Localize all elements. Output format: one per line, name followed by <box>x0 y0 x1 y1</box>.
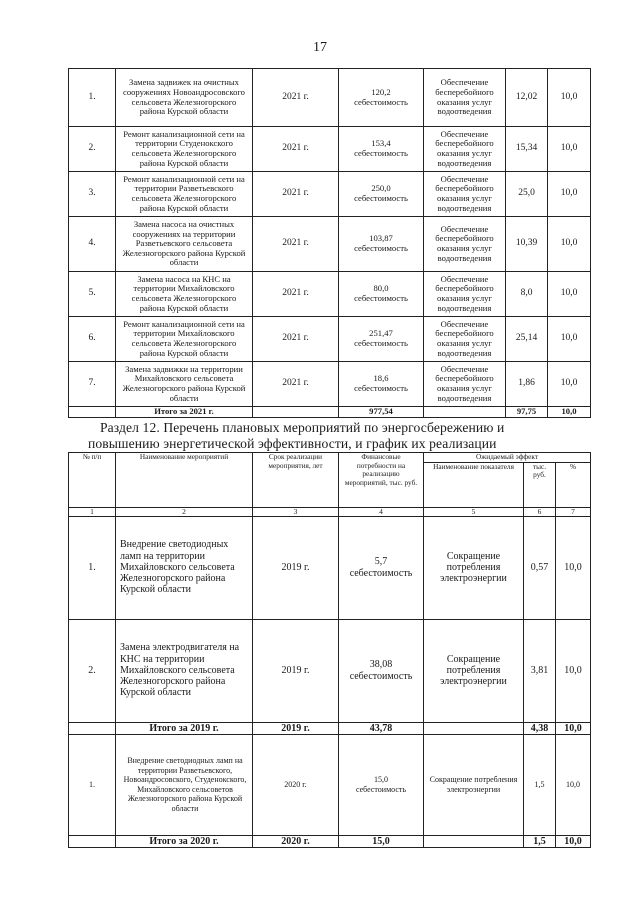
effect-indicator: Обеспечение бесперебойного оказания услуг водоотведения <box>424 317 506 362</box>
effect-amount: 10,39 <box>506 217 548 272</box>
table-row <box>69 516 591 619</box>
total-row <box>69 835 591 847</box>
section-title-line1: Раздел 12. Перечень плановых мероприятий по энергосбережению и <box>100 420 505 435</box>
total-amount: 4,38 <box>524 722 556 734</box>
effect-amount: 0,57 <box>524 516 556 619</box>
measure-name: Ремонт канализационной сети на территории Михайловского сельсовета Железногорского района Курской области <box>116 317 253 362</box>
cost-basis: себестоимость <box>354 383 408 393</box>
column-index: 6 <box>524 507 556 516</box>
cost-basis: себестоимость <box>349 670 413 682</box>
effect-amount: 25,0 <box>506 172 548 217</box>
section-12-title <box>88 420 600 452</box>
row-number: 1. <box>69 69 116 127</box>
implementation-year: 2021 г. <box>253 317 339 362</box>
table-row <box>69 734 591 835</box>
effect-amount: 3,81 <box>524 619 556 722</box>
effect-indicator: Обеспечение бесперебойного оказания услуг водоотведения <box>424 127 506 172</box>
cost-value: 38,08 <box>369 659 393 671</box>
total-percent: 10,0 <box>556 722 591 734</box>
measure-name: Ремонт канализационной сети на территории Студенокского сельсовета Железногорского района Курской области <box>116 127 253 172</box>
measure-name: Внедрение светодиодных ламп на территории Михайловского сельсовета Железногорского района Курской области <box>116 516 253 619</box>
column-index: 5 <box>424 507 524 516</box>
table-row <box>69 172 591 217</box>
total-empty-cell <box>424 835 524 847</box>
total-label: Итого за 2021 г. <box>116 407 253 418</box>
total-percent: 10,0 <box>556 835 591 847</box>
financial-needs <box>339 69 424 127</box>
column-index: 1 <box>69 507 116 516</box>
cost-basis: себестоимость <box>349 567 413 579</box>
cost-basis: себестоимость <box>354 96 408 107</box>
implementation-year: 2021 г. <box>253 217 339 272</box>
measure-name: Замена насоса на КНС на территории Михайловского сельсовета Железногорского района Курской области <box>116 272 253 317</box>
measure-name: Замена насоса на очистных сооружениях на территории Разветьевского сельсовета Железногорского района Курской области <box>116 217 253 272</box>
effect-indicator: Обеспечение бесперебойного оказания услуг водоотведения <box>424 69 506 127</box>
total-row <box>69 722 591 734</box>
effect-indicator: Обеспечение бесперебойного оказания услуг водоотведения <box>424 172 506 217</box>
column-index: 2 <box>116 507 253 516</box>
measure-name: Внедрение светодиодных ламп на территории Разветьевского, Новоандросовского, Студенокского, Михайловского сельсоветов Железногорского района Курской области <box>116 734 253 835</box>
section-title-line2: повышению энергетической эффективности, и график их реализации <box>88 436 497 451</box>
effect-percent: 10,0 <box>548 172 591 217</box>
measure-name: Замена электродвигателя на КНС на территории Михайловского сельсовета Железногорского района Курской области <box>116 619 253 722</box>
row-number: 6. <box>69 317 116 362</box>
effect-amount: 12,02 <box>506 69 548 127</box>
implementation-year: 2019 г. <box>253 516 339 619</box>
cost-value: 18,6 <box>373 373 389 384</box>
effect-percent: 10,0 <box>556 516 591 619</box>
total-amount: 97,75 <box>506 407 548 418</box>
column-index: 3 <box>253 507 339 516</box>
effect-percent: 10,0 <box>548 272 591 317</box>
effect-amount: 15,34 <box>506 127 548 172</box>
table-row <box>69 217 591 272</box>
header-percent: % <box>556 462 591 507</box>
total-percent: 10,0 <box>548 407 591 418</box>
table-row <box>69 69 591 127</box>
financial-needs <box>339 127 424 172</box>
financial-needs <box>339 362 424 407</box>
row-number: 4. <box>69 217 116 272</box>
implementation-year: 2020 г. <box>253 734 339 835</box>
row-number: 5. <box>69 272 116 317</box>
effect-percent: 10,0 <box>548 317 591 362</box>
total-year: 2020 г. <box>253 835 339 847</box>
cost-value: 251,47 <box>369 328 393 339</box>
header-number: № п/п <box>69 453 116 508</box>
total-empty-cell <box>424 407 506 418</box>
column-index-row <box>69 507 591 516</box>
financial-needs <box>339 734 424 835</box>
row-number: 2. <box>69 619 116 722</box>
table-row <box>69 317 591 362</box>
effect-amount: 1,86 <box>506 362 548 407</box>
cost-basis: себестоимость <box>354 293 408 303</box>
row-number: 1. <box>69 516 116 619</box>
total-amount: 1,5 <box>524 835 556 847</box>
total-cost: 15,0 <box>339 835 424 847</box>
total-cost: 977,54 <box>339 407 424 418</box>
implementation-year: 2021 г. <box>253 127 339 172</box>
total-year: 2019 г. <box>253 722 339 734</box>
header-finance: Финансовые потребности на реализацию мероприятий, тыс. руб. <box>339 453 424 508</box>
effect-indicator: Обеспечение бесперебойного оказания услуг водоотведения <box>424 362 506 407</box>
effect-percent: 10,0 <box>548 127 591 172</box>
total-label: Итого за 2019 г. <box>116 722 253 734</box>
row-number: 7. <box>69 362 116 407</box>
header-name: Наименование мероприятий <box>116 453 253 508</box>
column-index: 7 <box>556 507 591 516</box>
total-cost: 43,78 <box>339 722 424 734</box>
row-number: 1. <box>69 734 116 835</box>
effect-amount: 8,0 <box>506 272 548 317</box>
table-row <box>69 619 591 722</box>
row-number: 2. <box>69 127 116 172</box>
table-row <box>69 127 591 172</box>
total-empty-cell <box>424 722 524 734</box>
water-measures-table <box>68 68 591 418</box>
total-empty-cell <box>69 722 116 734</box>
effect-indicator: Обеспечение бесперебойного оказания услуг водоотведения <box>424 217 506 272</box>
cost-basis: себестоимость <box>355 784 407 794</box>
header-period: Срок реализации мероприятия, лет <box>253 453 339 508</box>
effect-indicator: Обеспечение бесперебойного оказания услуг водоотведения <box>424 272 506 317</box>
implementation-year: 2021 г. <box>253 362 339 407</box>
financial-needs <box>339 217 424 272</box>
page-number: 17 <box>313 40 327 55</box>
financial-needs <box>339 516 424 619</box>
cost-value: 120,2 <box>371 86 391 97</box>
effect-percent: 10,0 <box>548 362 591 407</box>
cost-basis: себестоимость <box>354 148 408 158</box>
cost-value: 5,7 <box>374 556 388 568</box>
cost-basis: себестоимость <box>354 338 408 348</box>
effect-indicator: Сокращение потребления электроэнергии <box>424 734 524 835</box>
header-expected-effect: Ожидаемый эффект <box>424 453 591 463</box>
table-row <box>69 272 591 317</box>
cost-value: 103,87 <box>369 233 393 244</box>
effect-percent: 10,0 <box>556 734 591 835</box>
table-header-row <box>69 453 591 463</box>
column-index: 4 <box>339 507 424 516</box>
implementation-year: 2019 г. <box>253 619 339 722</box>
cost-value: 153,4 <box>371 138 391 149</box>
effect-percent: 10,0 <box>556 619 591 722</box>
cost-value: 15,0 <box>374 775 388 785</box>
measure-name: Ремонт канализационной сети на территории Разветьевского сельсовета Железногорского района Курской области <box>116 172 253 217</box>
financial-needs <box>339 317 424 362</box>
effect-amount: 25,14 <box>506 317 548 362</box>
financial-needs <box>339 619 424 722</box>
total-empty-cell <box>69 835 116 847</box>
financial-needs <box>339 272 424 317</box>
effect-amount: 1,5 <box>524 734 556 835</box>
effect-percent: 10,0 <box>548 217 591 272</box>
cost-value: 250,0 <box>371 183 391 194</box>
cost-value: 80,0 <box>373 283 389 294</box>
total-row <box>69 407 591 418</box>
implementation-year: 2021 г. <box>253 172 339 217</box>
cost-basis: себестоимость <box>354 193 408 203</box>
total-empty-cell <box>253 407 339 418</box>
effect-indicator: Сокращение потребления электроэнергии <box>424 619 524 722</box>
measure-name: Замена задвижки на территории Михайловского сельсовета Железногорского района Курской области <box>116 362 253 407</box>
header-thousand-rub: тыс. руб. <box>524 462 556 507</box>
total-label: Итого за 2020 г. <box>116 835 253 847</box>
implementation-year: 2021 г. <box>253 69 339 127</box>
table-row <box>69 362 591 407</box>
cost-basis: себестоимость <box>354 243 408 253</box>
implementation-year: 2021 г. <box>253 272 339 317</box>
energy-measures-table <box>68 452 591 848</box>
effect-percent: 10,0 <box>548 69 591 127</box>
row-number: 3. <box>69 172 116 217</box>
total-empty-cell <box>69 407 116 418</box>
effect-indicator: Сокращение потребления электроэнергии <box>424 516 524 619</box>
financial-needs <box>339 172 424 217</box>
header-indicator: Наименование показателя <box>424 462 524 507</box>
measure-name: Замена задвижек на очистных сооружениях Новоандросовского сельсовета Железногорского района Курской области <box>116 69 253 127</box>
